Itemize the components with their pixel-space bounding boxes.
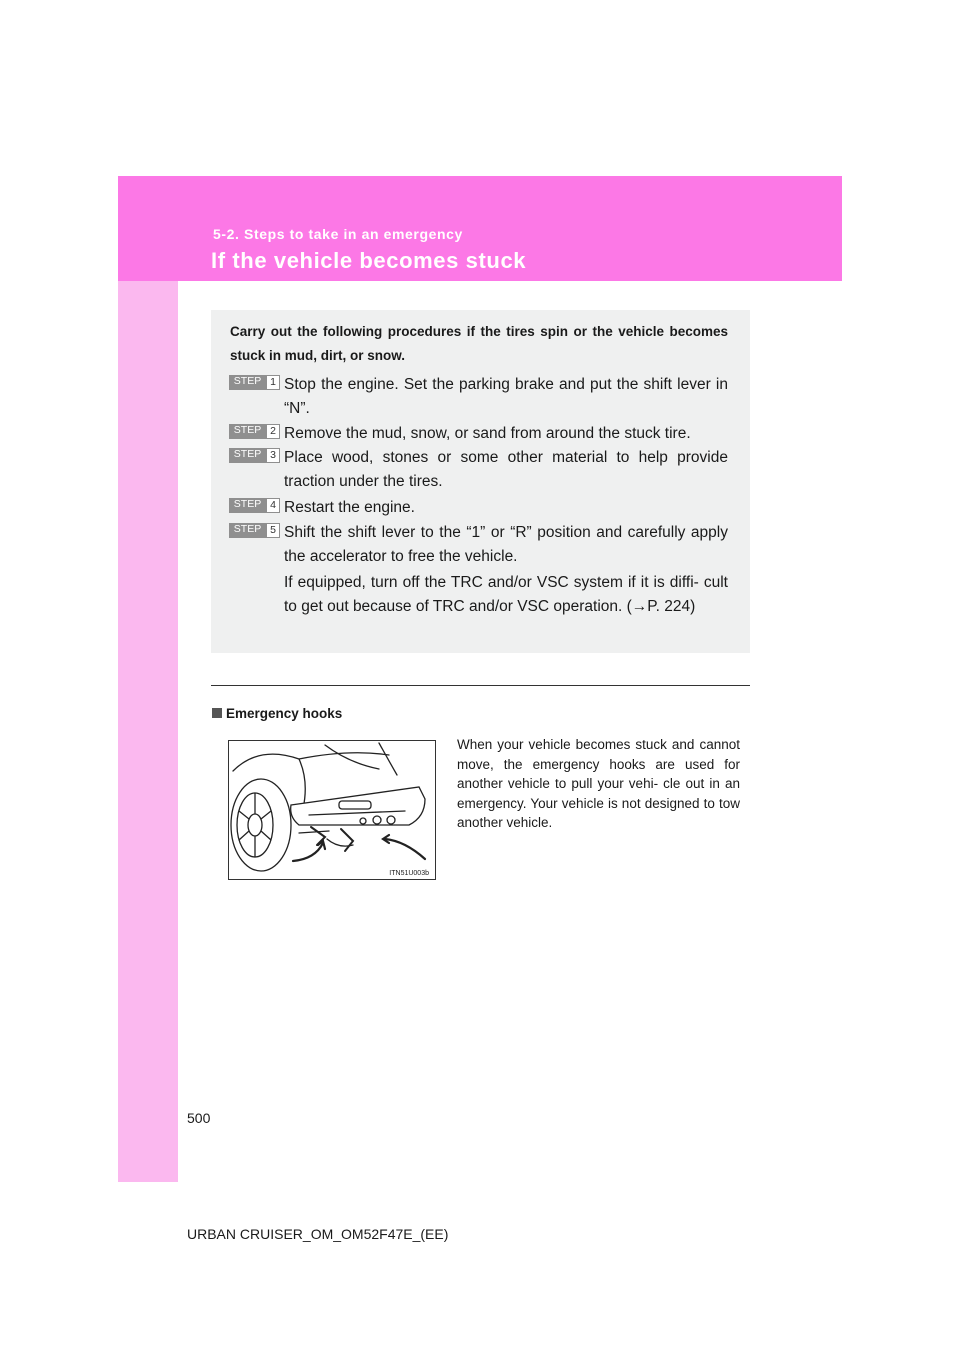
- step-badge-number: 5: [266, 523, 280, 538]
- step-4: [229, 496, 728, 520]
- step-3: [229, 446, 728, 494]
- step-2: [229, 422, 728, 446]
- step-badge: [229, 498, 280, 513]
- document-code: URBAN CRUISER_OM_OM52F47E_(EE): [187, 1226, 449, 1242]
- step-badge: [229, 375, 280, 390]
- step-badge: [229, 523, 280, 538]
- side-margin-band: [118, 176, 178, 1182]
- step-badge-label: STEP: [229, 498, 266, 513]
- page-title: If the vehicle becomes stuck: [211, 248, 527, 273]
- emergency-hooks-heading: [212, 706, 342, 721]
- figure-code: ITN51U003b: [389, 870, 429, 877]
- procedure-intro: Carry out the following procedures if the tires spin or the vehicle becomes stuck in mud, dirt, or snow.: [230, 324, 728, 363]
- emergency-hooks-description: When your vehicle becomes stuck and cannot move, the emergency hooks are used for another vehicle to pull your vehi- cle out in an emergency. Your vehicle is not designed to tow another vehicle.: [457, 737, 740, 830]
- square-bullet-icon: [212, 708, 222, 718]
- section-divider: [211, 685, 750, 686]
- step-badge: [229, 448, 280, 463]
- step-badge-number: 4: [266, 498, 280, 513]
- step-badge-number: 3: [266, 448, 280, 463]
- step-badge-label: STEP: [229, 375, 266, 390]
- step-note: If equipped, turn off the TRC and/or VSC system if it is diffi- cult to get out because of TRC and/or VSC operation. (→P. 224): [284, 574, 728, 615]
- step-5: [229, 521, 728, 619]
- step-badge: [229, 424, 280, 439]
- page-number: 500: [187, 1110, 211, 1126]
- step-badge-number: 2: [266, 424, 280, 439]
- step-1: [229, 373, 728, 421]
- step-text: Place wood, stones or some other material to help provide traction under the tires.: [284, 449, 728, 490]
- step-badge-label: STEP: [229, 424, 266, 439]
- step-badge-number: 1: [266, 375, 280, 390]
- step-text: Shift the shift lever to the “1” or “R” position and carefully apply the accelerator to free the vehicle.: [284, 524, 728, 565]
- step-text: Restart the engine.: [284, 499, 415, 516]
- section-label: 5-2. Steps to take in an emergency: [213, 226, 463, 242]
- emergency-hooks-illustration: [228, 740, 436, 880]
- step-badge-label: STEP: [229, 523, 266, 538]
- step-text: Stop the engine. Set the parking brake and put the shift lever in “N”.: [284, 376, 728, 417]
- step-text: Remove the mud, snow, or sand from around the stuck tire.: [284, 425, 691, 442]
- step-badge-label: STEP: [229, 448, 266, 463]
- emergency-hooks-heading-text: Emergency hooks: [226, 706, 343, 721]
- vehicle-rear-underside-drawing: [229, 741, 435, 879]
